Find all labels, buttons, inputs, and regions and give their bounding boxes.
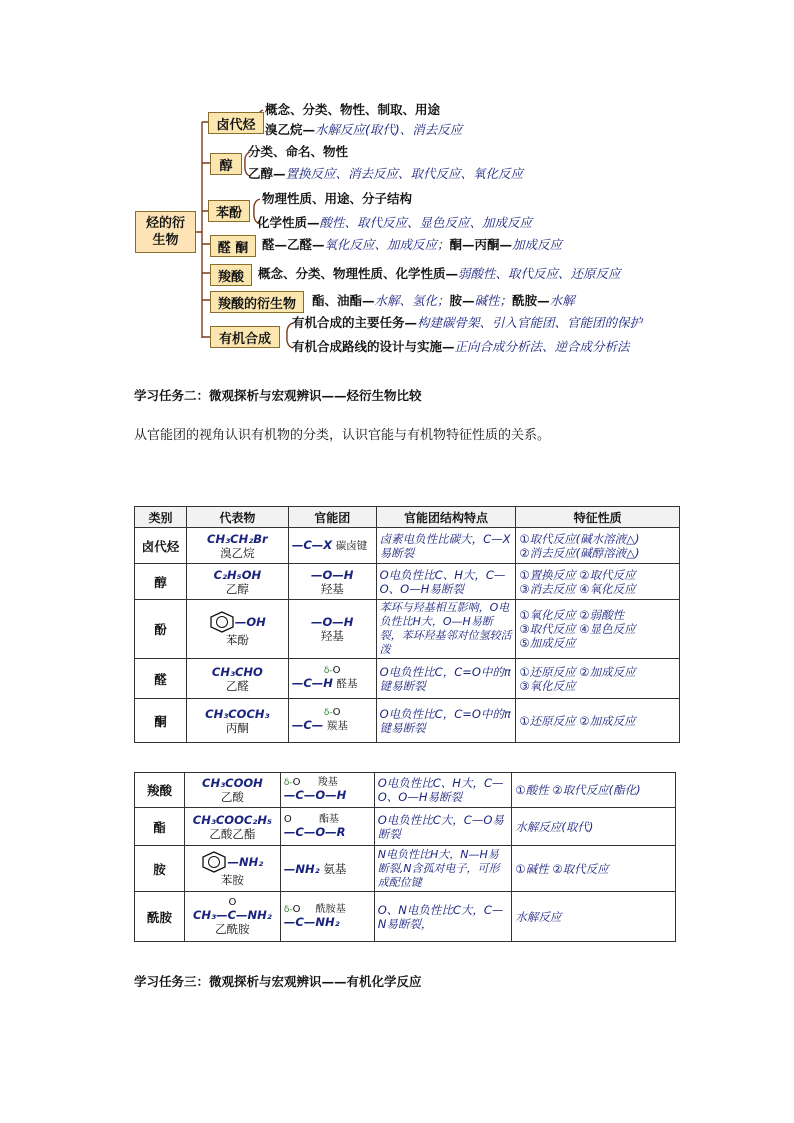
line-key: 有机合成的主要任务— — [292, 315, 418, 330]
representative-cell — [186, 659, 288, 699]
benzene-ring-icon — [209, 611, 235, 633]
branch-label: 醛 酮 — [217, 240, 249, 256]
compound-name: 乙酸乙酯 — [209, 826, 256, 841]
line-key: 胺— — [449, 293, 475, 308]
fg-structure: —C—O—R — [283, 824, 346, 839]
branch-aldehyde-ketone — [210, 235, 256, 257]
structure-feature-cell: O电负性比C、H大，C—O、O—H易断裂 — [374, 773, 512, 808]
line-detail: 水解 — [549, 293, 575, 308]
branch-line — [248, 166, 523, 182]
functional-group-cell — [288, 528, 376, 564]
line-key: 酰胺— — [512, 293, 550, 308]
branch-label: 苯酚 — [215, 205, 242, 221]
structure-feature-cell: O、N电负性比C大，C—N易断裂， — [374, 892, 512, 942]
fg-name: 羧基 — [317, 777, 338, 788]
branch-line — [312, 293, 575, 309]
representative-cell — [184, 808, 280, 846]
table-row — [135, 528, 680, 564]
carbonyl-o: δ-O — [323, 665, 341, 676]
header-cell: 代表物 — [186, 507, 288, 528]
table-row — [135, 773, 676, 808]
property-cell: 水解反应(取代) — [512, 808, 676, 846]
mindmap-root — [135, 211, 196, 253]
category-cell: 醇 — [135, 564, 187, 600]
table-row — [135, 808, 676, 846]
fg-structure: —O—H — [311, 567, 354, 582]
branch-line: 分类、命名、物性 — [248, 144, 349, 159]
property-cell: ①酸性 ②取代反应(酯化) — [512, 773, 676, 808]
line-detail: 酸性、取代反应、显色反应、加成反应 — [319, 215, 533, 230]
representative-cell — [186, 528, 288, 564]
formula: CH₃COOH — [202, 776, 263, 790]
line-key: 概念、分类、物理性质、化学性质— — [258, 266, 459, 281]
representative-cell — [184, 773, 280, 808]
carbonyl-o: δ-O 酰胺基 — [283, 903, 346, 915]
benzene-ring-icon — [201, 851, 227, 873]
branch-label: 有机合成 — [218, 331, 271, 347]
fg-name: 碳卤键 — [335, 540, 368, 552]
line-detail: 构建碳骨架、引入官能团、官能团的保护 — [417, 315, 643, 330]
line-key: 乙醇— — [248, 166, 286, 181]
fg-name: 醛基 — [336, 678, 358, 690]
formula: C₂H₅OH — [213, 567, 262, 582]
functional-group-cell — [280, 773, 374, 808]
branch-label: 羧酸的衍生物 — [217, 296, 296, 312]
branch-line — [292, 315, 642, 331]
representative-cell — [184, 846, 280, 892]
fg-structure: —C—NH₂ — [283, 914, 340, 929]
structure-feature-cell: O电负性比C、H大，C—O、O—H易断裂 — [376, 564, 516, 600]
category-cell: 酮 — [135, 699, 187, 743]
functional-group-cell — [280, 892, 374, 942]
line-key: 有机合成路线的设计与实施— — [292, 339, 455, 354]
branch-synthesis — [210, 326, 280, 348]
formula: —OH — [234, 615, 266, 629]
fg-structure: —C— — [291, 718, 324, 732]
structure-feature-cell: O电负性比C大，C—O易断裂 — [374, 808, 512, 846]
line-key: 溴乙烷— — [265, 122, 316, 137]
compound-name: 苯胺 — [220, 872, 244, 887]
carbonyl-o: δ-O 羧基 — [283, 777, 338, 788]
table-row — [135, 846, 676, 892]
fg-name: 羰基 — [326, 720, 348, 732]
fg-name: 酰胺基 — [315, 903, 346, 915]
branch-line: 概念、分类、物性、制取、用途 — [265, 102, 441, 117]
branch-line: 物理性质、用途、分子结构 — [262, 191, 413, 206]
branch-haloalkane — [208, 112, 264, 134]
carbonyl-o: O 酯基 — [283, 813, 339, 825]
phenol-structure — [190, 611, 285, 633]
line-detail: 水解、氢化； — [374, 293, 450, 308]
carbonyl-o: O — [228, 896, 237, 908]
functional-group-cell — [288, 659, 376, 699]
table-row — [135, 892, 676, 942]
line-detail: 水解反应(取代)、消去反应 — [315, 122, 463, 137]
property-cell: ①氧化反应 ②弱酸性 ③取代反应 ④显色反应 ⑤加成反应 — [516, 600, 680, 659]
line-key: 化学性质— — [257, 215, 320, 230]
structure-feature-cell: 苯环与羟基相互影响，O电负性比H大，O—H易断裂，苯环羟基邻对位氢较活泼 — [376, 600, 516, 659]
functional-group-cell — [288, 600, 376, 659]
compound-name: 溴乙烷 — [220, 545, 255, 560]
branch-phenol — [208, 200, 250, 222]
task2-intro: 从官能团的视角认识有机物的分类，认识官能与有机物特征性质的关系。 — [134, 428, 551, 443]
property-cell: 水解反应 — [512, 892, 676, 942]
line-detail: 正向合成分析法、逆合成分析法 — [454, 339, 630, 354]
functional-group-cell — [288, 564, 376, 600]
category-cell: 卤代烃 — [135, 528, 187, 564]
table-row — [135, 564, 680, 600]
compound-name: 乙酰胺 — [215, 921, 250, 936]
property-cell: ①置换反应 ②取代反应 ③消去反应 ④氧化反应 — [516, 564, 680, 600]
compound-name: 乙醇 — [225, 581, 249, 596]
branch-label: 羧酸 — [217, 269, 244, 285]
line-detail: 置换反应、消去反应、取代反应、氧化反应 — [285, 166, 524, 181]
functional-group-cell — [280, 808, 374, 846]
functional-group-cell — [288, 699, 376, 743]
line-detail: 加成反应 — [512, 237, 563, 252]
formula: CH₃COCH₃ — [205, 706, 270, 721]
fg-structure: —C—O—H — [283, 788, 347, 802]
fg-structure: —C—X — [291, 538, 333, 552]
line-detail: 碱性； — [474, 293, 513, 308]
category-cell: 醛 — [135, 659, 187, 699]
branch-label: 卤代烃 — [216, 117, 256, 133]
formula: CH₃CH₂Br — [207, 531, 268, 546]
compound-name: 苯酚 — [225, 633, 249, 647]
fg-name: 酯基 — [318, 813, 339, 825]
property-cell: ①还原反应 ②加成反应 — [516, 699, 680, 743]
comparison-table-2 — [134, 772, 676, 942]
line-key: 酯、油酯— — [312, 293, 375, 308]
representative-cell — [186, 600, 288, 659]
branch-line — [258, 266, 621, 282]
branch-label: 醇 — [219, 158, 233, 174]
representative-cell — [184, 892, 280, 942]
category-cell: 酰胺 — [135, 892, 185, 942]
category-cell: 羧酸 — [135, 773, 185, 808]
formula: —NH₂ — [227, 854, 264, 869]
formula: CH₃—C—NH₂ — [192, 907, 272, 922]
branch-line — [262, 237, 562, 253]
formula: CH₃CHO — [211, 664, 263, 679]
compound-name: 丙酮 — [225, 720, 249, 735]
fg-structure: —O—H — [311, 615, 354, 629]
table-header-row — [135, 507, 680, 528]
task2-heading: 学习任务二：微观探析与宏观辨识——烃衍生物比较 — [134, 388, 422, 403]
task3-heading: 学习任务三：微观探析与宏观辨识——有机化学反应 — [134, 974, 422, 989]
fg-name: 羟基 — [320, 629, 344, 643]
root-label: 烃的衍生物 — [145, 216, 185, 248]
branch-acid-derivatives — [210, 291, 304, 313]
line-detail: 弱酸性、取代反应、还原反应 — [458, 266, 621, 281]
property-cell: ①取代反应(碱水溶液△) ②消去反应(碱醇溶液△) — [516, 528, 680, 564]
header-cell: 官能团结构特点 — [376, 507, 516, 528]
table-row — [135, 600, 680, 659]
structure-feature-cell: O电负性比C，C=O中的π键易断裂 — [376, 699, 516, 743]
fg-structure: —C—H — [291, 676, 333, 690]
structure-feature-cell: 卤素电负性比碳大，C—X易断裂 — [376, 528, 516, 564]
line-detail: 氧化反应、加成反应； — [324, 237, 450, 252]
branch-line — [292, 339, 630, 355]
table-row — [135, 659, 680, 699]
header-cell: 特征性质 — [516, 507, 680, 528]
aniline-structure — [188, 851, 277, 873]
carbonyl-o: δ-O — [323, 707, 341, 718]
property-cell: ①还原反应 ②加成反应 ③氧化反应 — [516, 659, 680, 699]
category-cell: 酯 — [135, 808, 185, 846]
branch-alcohol — [210, 153, 242, 175]
structure-feature-cell: O电负性比C，C=O中的π键易断裂 — [376, 659, 516, 699]
header-cell: 官能团 — [288, 507, 376, 528]
header-cell: 类别 — [135, 507, 187, 528]
functional-group-cell — [280, 846, 374, 892]
formula: CH₃COOC₂H₅ — [192, 812, 272, 827]
comparison-table-1 — [134, 506, 680, 743]
fg-structure: —NH₂ — [283, 861, 320, 876]
representative-cell — [186, 699, 288, 743]
table-row — [135, 699, 680, 743]
branch-line — [257, 215, 532, 231]
category-cell: 酚 — [135, 600, 187, 659]
fg-name: 氨基 — [323, 861, 347, 876]
structure-feature-cell: N电负性比H大，N—H易断裂,N含孤对电子，可形成配位键 — [374, 846, 512, 892]
compound-name: 乙酸 — [220, 790, 244, 804]
branch-carboxylic-acid — [210, 264, 252, 286]
line-key: 酮—丙酮— — [449, 237, 513, 252]
representative-cell — [186, 564, 288, 600]
fg-name: 羟基 — [320, 581, 344, 596]
line-key: 醛—乙醛— — [262, 237, 325, 252]
category-cell: 胺 — [135, 846, 185, 892]
compound-name: 乙醛 — [225, 678, 249, 693]
property-cell: ①碱性 ②取代反应 — [512, 846, 676, 892]
branch-line — [265, 122, 462, 138]
